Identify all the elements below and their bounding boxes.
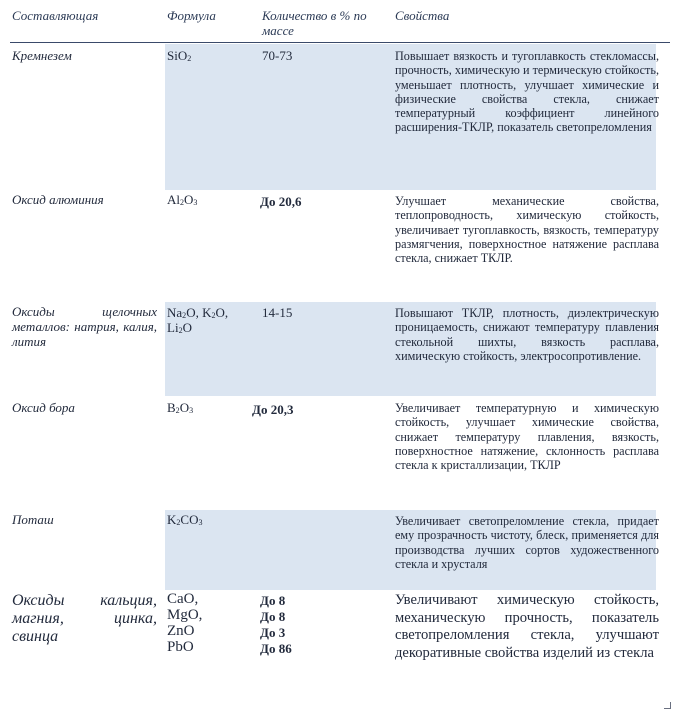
header-formula: Формула (167, 8, 216, 23)
quantity-cao: До 8 (260, 593, 286, 608)
quantity-zno: До 3 (260, 625, 286, 640)
component-metal-oxides: Оксиды кальция, магния, цинка, свинца (12, 592, 157, 645)
header-component: Составляющая (12, 8, 99, 23)
quantity-silica: 70-73 (262, 48, 293, 63)
formula-potash: K2CO3 (167, 512, 203, 528)
quantity-mgo: До 8 (260, 609, 286, 624)
component-alkali-oxides: Оксиды щелочных металлов: натрия, калия, лития (12, 304, 157, 349)
properties-boron-oxide: Увеличивает температурную и химическую стойкость, улучшает химические свойства, снижает температуру плавления, вязкость, поверхностное натяжение, склонность расплава стекла к кристаллизации, ТКЛР (395, 401, 659, 473)
quantity-alumina: До 20,6 (260, 194, 302, 209)
formula-boron-oxide: B2O3 (167, 400, 194, 416)
page-corner-mark (664, 702, 671, 709)
quantity-metal-oxides (260, 593, 292, 657)
properties-alumina: Улучшает механические свойства, теплопроводность, химическую стойкость, увеличивает тугоплавкость, вязкость, температуру размягчения, поверхностное натяжение расплава стекла, снижает ТКЛР. (395, 194, 659, 266)
properties-alkali-oxides: Повышают ТКЛР, плотность, диэлектрическую проницаемость, снижают температуру плавления стекольной шихты, вязкость расплава, химическую стойкость, электросопротивление. (395, 306, 659, 363)
formula-alumina: Al2O3 (167, 192, 198, 208)
header-quantity: Количество в % по массе (262, 8, 367, 38)
header-properties: Свойства (395, 8, 450, 23)
formula-pbo: PbO (167, 639, 194, 655)
formula-alkali-line1: Na2O, K2O, (167, 305, 229, 321)
properties-metal-oxides: Увеличивают химическую стойкость, механическую прочность, показатель светопреломления стекла, улучшают декоративные свойства изделий из стекла (395, 592, 659, 661)
properties-silica: Повышает вязкость и тугоплавкость стекломассы, прочность, химическую и термическую стойкость, уменьшает плотность, улучшает химические и физические свойства стекла, снижает температурный коэффициент линейного расширения-ТКЛР, показатель светопреломления (395, 49, 659, 135)
formula-alkali-line2: Li2O (167, 320, 192, 336)
component-potash: Поташ (12, 512, 54, 527)
formula-cao: CaO, (167, 591, 199, 607)
properties-potash: Увеличивает светопреломление стекла, придает ему прозрачность чистоту, блеск, применяется для производства лучших сортов художественного стекла и хрусталя (395, 514, 659, 571)
formula-mgo: MgO, (167, 607, 203, 623)
formula-alkali-oxides (167, 305, 255, 335)
formula-silica: SiO2 (167, 48, 192, 64)
formula-zno: ZnO (167, 623, 195, 639)
component-silica: Кремнезем (12, 48, 72, 63)
quantity-pbo: До 86 (260, 641, 292, 656)
header-divider (10, 42, 670, 43)
formula-metal-oxides (167, 591, 255, 655)
component-boron-oxide: Оксид бора (12, 400, 75, 415)
component-alumina: Оксид алюминия (12, 192, 104, 207)
quantity-boron-oxide: До 20,3 (252, 402, 294, 417)
quantity-alkali-oxides: 14-15 (262, 305, 293, 320)
